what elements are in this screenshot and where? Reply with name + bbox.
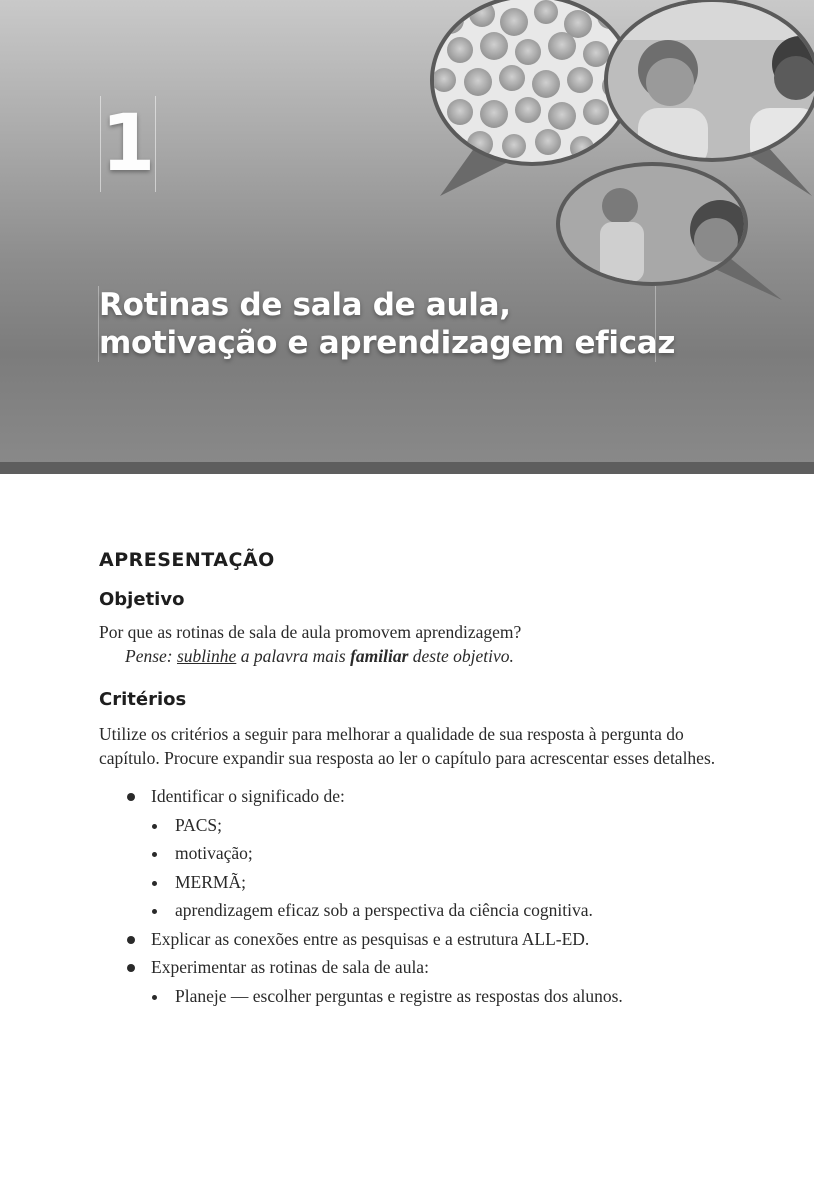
- header-divider-bar: [0, 462, 814, 474]
- objective-question: Por que as rotinas de sala de aula promovem aprendizagem?: [99, 622, 522, 642]
- list-item: [99, 925, 719, 954]
- criteria-item-2-text: Explicar as conexões entre as pesquisas e a estrutura ALL-ED.: [151, 928, 590, 949]
- chapter-title: [98, 286, 676, 362]
- list-item: PACS;: [151, 811, 719, 840]
- list-item: [99, 953, 719, 1010]
- criteria-heading: Critérios: [99, 689, 187, 710]
- criteria-item-3-text: Experimentar as rotinas de sala de aula:: [151, 957, 429, 977]
- speech-bubbles-photo-collage: [420, 0, 814, 310]
- objective-prompt: [99, 644, 719, 668]
- list-item: MERMÃ;: [151, 868, 719, 897]
- chapter-number: 1: [100, 96, 156, 192]
- prompt-underlined-word: sublinhe: [177, 646, 237, 666]
- chapter-body: [99, 548, 719, 1010]
- prompt-part-2: a palavra mais: [236, 646, 351, 666]
- section-heading: APRESENTAÇÃO: [99, 549, 275, 571]
- list-item: Planeje — escolher perguntas e registre as respostas dos alunos.: [151, 982, 719, 1011]
- bubble-students-photo: [550, 160, 782, 300]
- chapter-header: [0, 0, 814, 472]
- criteria-sublist: [151, 982, 719, 1011]
- chapter-title-line-1: Rotinas de sala de aula,: [99, 287, 511, 323]
- chapter-title-line-2: motivação e aprendizagem eficaz: [99, 325, 676, 361]
- criteria-list: [99, 782, 719, 1010]
- criteria-item-1-text: Identificar o significado de:: [151, 786, 345, 806]
- criteria-sublist: [151, 811, 719, 925]
- prompt-part-1: Pense:: [125, 646, 177, 666]
- list-item: motivação;: [151, 839, 719, 868]
- criteria-intro: Utilize os critérios a seguir para melhorar a qualidade de sua resposta à pergunta do capítulo. Procure expandir sua resposta ao ler o capítulo para acrescentar esses detalhes.: [99, 724, 716, 768]
- objective-heading: Objetivo: [99, 589, 185, 610]
- prompt-bold-word: familiar: [350, 646, 409, 666]
- list-item: [99, 782, 719, 925]
- list-item: aprendizagem eficaz sob a perspectiva da ciência cognitiva.: [151, 896, 719, 925]
- prompt-part-3: deste objetivo.: [408, 646, 514, 666]
